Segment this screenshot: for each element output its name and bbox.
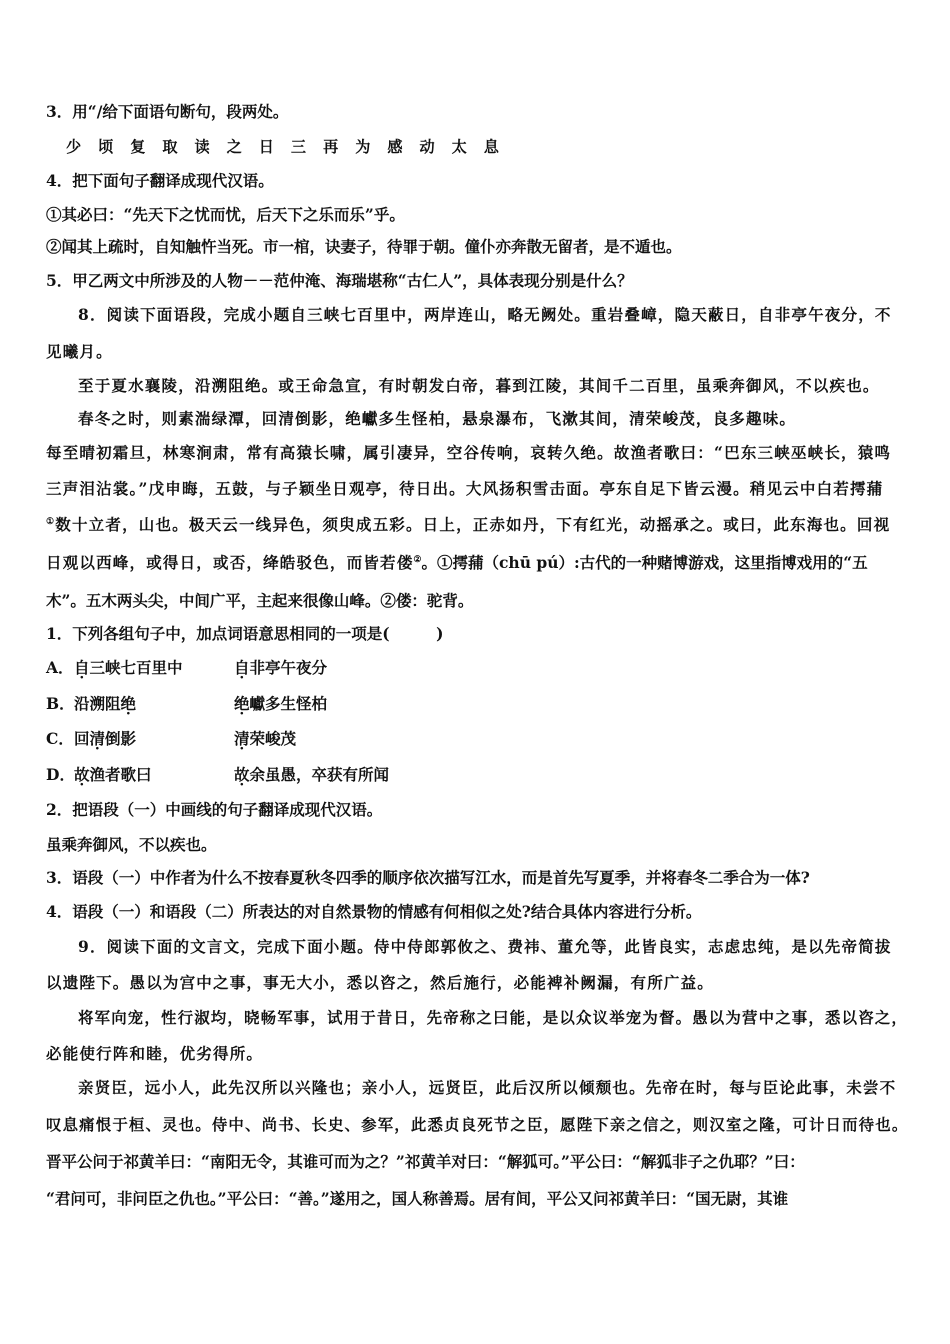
option-left-phrase: 回清倒影 xyxy=(74,729,137,748)
passage-8-paragraph-3-line-4 xyxy=(46,553,908,573)
option-left-phrase: 沿溯阻绝 xyxy=(74,694,137,713)
passage-8-paragraph-3-line-2: 三声泪沾裳。”戊申晦，五鼓，与子颖坐日观亭，待日出。大风扬积雪击面。亭东自足下皆云漫。稍见云中白若摴蒱 xyxy=(46,479,884,498)
question-4-sentence-2: ②闻其上疏时，自知触忤当死。市一棺，诀妻子，待罪于朝。僮仆亦奔散无留者，是不遁也。 xyxy=(46,237,682,256)
footnote-marker-2: ② xyxy=(413,554,422,565)
question-8-intro-cont: 见曦月。 xyxy=(46,342,113,361)
passage-8-line-3-text: 数十立者，山也。极天云一线异色，须臾成五彩。日上，正赤如丹，下有红光，动摇承之。或曰，此东海也。回视 xyxy=(55,515,891,534)
option-right-phrase: 绝巘多生怪柏 xyxy=(234,694,328,713)
passage-8-paragraph-2: 春冬之时，则素湍绿潭，回清倒影，绝巘多生怪柏，悬泉瀑布，飞漱其间，清荣峻茂，良多趣味。 xyxy=(78,409,797,428)
option-left-phrase: 故渔者歌曰 xyxy=(74,765,152,784)
passage-9-paragraph-1-cont: 必能使行阵和睦，优劣得所。 xyxy=(46,1044,264,1063)
passage-9-paragraph-2: 亲贤臣，远小人，此先汉所以兴隆也；亲小人，远贤臣，此后汉所以倾颓也。先帝在时，每与臣论此事，未尝不 xyxy=(78,1078,897,1097)
passage-8-paragraph-1: 至于夏水襄陵，沿溯阻绝。或王命急宣，有时朝发白帝，暮到江陵，其间千二百里，虽乘奔御风，不以疾也。 xyxy=(78,376,880,395)
passage-9-paragraph-1: 将军向宠，性行淑均，晓畅军事，试用于昔日，先帝称之曰能，是以众议举宠为督。愚以为营中之事，悉以咨之， xyxy=(78,1008,909,1027)
passage-8-paragraph-3-line-3 xyxy=(46,515,908,535)
option-label: A． xyxy=(46,658,74,677)
question-3-text: 少 顷 复 取 读 之 日 三 再 为 感 动 太 息 xyxy=(66,137,505,156)
question-8-2-prompt: 2．把语段（一）中画线的句子翻译成现代汉语。 xyxy=(46,800,383,819)
passage-9-paragraph-2-cont: 叹息痛恨于桓、灵也。侍中、尚书、长史、参军，此悉贞良死节之臣，愿陛下亲之信之，则汉室之隆，可计日而待也。 xyxy=(46,1115,909,1134)
footnote-marker-1: ① xyxy=(46,516,56,527)
footnote-text: 。①摴蒱（chū pú）:古代的一种赌博游戏，这里指博戏用的“五 xyxy=(421,553,868,572)
option-label: B． xyxy=(46,694,75,713)
option-right-phrase: 清荣峻茂 xyxy=(234,729,297,748)
option-label: C． xyxy=(46,729,74,748)
question-8-1-prompt: 1．下列各组句子中，加点词语意思相同的一项是( ) xyxy=(46,624,444,643)
question-5-prompt: 5．甲乙两文中所涉及的人物－－范仲淹、海瑞堪称“古仁人”，具体表现分别是什么？ xyxy=(46,271,633,290)
question-9-intro-cont: 以遗陛下。愚以为宫中之事，事无大小，悉以咨之，然后施行，必能裨补阙漏，有所广益。 xyxy=(46,973,715,992)
option-left-phrase: 自三峡七百里中 xyxy=(74,658,183,677)
question-8-intro: 8．阅读下面语段，完成小题自三峡七百里中，两岸连山，略无阙处。重岩叠嶂，隐天蔽日，自非亭午夜分，不 xyxy=(78,305,892,324)
question-8-2-sentence: 虽乘奔御风，不以疾也。 xyxy=(46,835,217,854)
question-4-sentence-1: ①其必曰：“先天下之忧而忧，后天下之乐而乐”乎。 xyxy=(46,205,405,224)
option-right-phrase: 故余虽愚，卒获有所闻 xyxy=(234,765,390,784)
question-8-4-prompt: 4．语段（一）和语段（二）所表达的对自然景物的情感有何相似之处?结合具体内容进行分析。 xyxy=(46,902,702,921)
question-8-3-prompt: 3．语段（一）中作者为什么不按春夏秋冬四季的顺序依次描写江水，而是首先写夏季，并将春冬二季合为一体? xyxy=(46,868,810,887)
question-3-prompt: 3．用“/给下面语句断句，段两处。 xyxy=(46,102,289,121)
question-4-prompt: 4．把下面句子翻译成现代汉语。 xyxy=(46,171,274,190)
question-9-intro: 9．阅读下面的文言文，完成下面小题。侍中侍郎郭攸之、费祎、董允等，此皆良实，志虑忠纯，是以先帝简拔 xyxy=(78,937,892,956)
option-label: D． xyxy=(46,765,75,784)
passage-9-paragraph-3-cont: “君问可，非问臣之仇也。”平公曰：“善。”遂用之，国人称善焉。居有间，平公又问祁黄羊曰：“国无尉，其谁 xyxy=(46,1189,789,1208)
passage-9-paragraph-3: 晋平公问于祁黄羊曰：“南阳无令，其谁可而为之？”祁黄羊对曰：“解狐可。”平公曰：“解狐非子之仇耶？”曰： xyxy=(46,1152,805,1171)
passage-8-line-4-text: 日观以西峰，或得日，或否，绛皓驳色，而皆若偻 xyxy=(46,553,414,572)
passage-8-paragraph-3-line-1: 每至晴初霜旦，林寒涧肃，常有高猿长啸，属引凄异，空谷传响，哀转久绝。故渔者歌曰：“巴东三峡巫峡长，猿鸣 xyxy=(46,443,892,462)
option-right-phrase: 自非亭午夜分 xyxy=(234,658,328,677)
footnote-text-cont: 木”。五木两头尖，中间广平，主起来很像山峰。②偻：驼背。 xyxy=(46,591,474,610)
